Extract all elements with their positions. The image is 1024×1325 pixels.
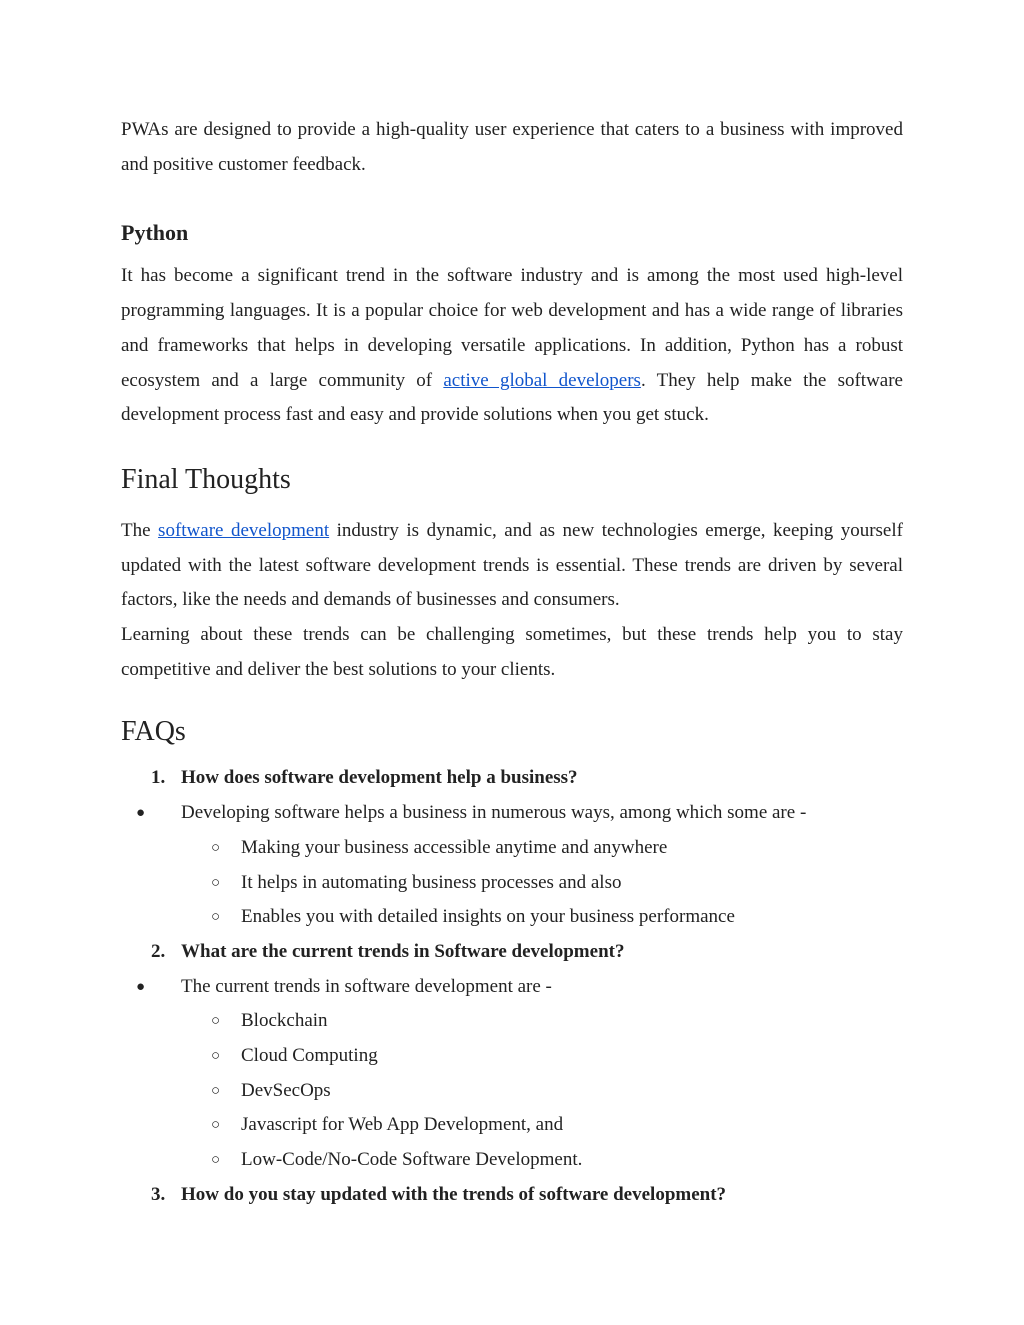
faq-question-2 [121,935,903,970]
final-thoughts-text-end: industry is dynamic, and as new technologies emerge, keeping yourself updated with the latest software development trends is essential. These trends are driven by several factors, like the needs and demands of businesses and consumers. [121,519,903,611]
list-item-text: DevSecOps [241,1079,331,1101]
list-item-text: Javascript for Web App Development, and [241,1114,564,1136]
circle-bullet-icon: ○ [211,1152,221,1168]
circle-bullet-icon: ○ [211,1047,221,1064]
python-heading: Python [121,220,189,246]
question-text: How does software development help a business? [181,767,578,789]
circle-bullet-icon: ○ [211,909,221,926]
list-item [121,1004,903,1039]
python-text-start: It has become a significant trend in the software industry and is among the most used high-level programming languages. It is a popular choice for web development and has a wide range of libraries and frameworks that helps in developing versatile applications. In addition, Python has a robust ecosystem and a large community of [121,265,903,391]
final-thoughts-heading: Final Thoughts [121,463,291,495]
list-item [121,900,903,935]
faq-list [121,761,903,1212]
list-item [121,1108,903,1143]
active-global-developers-link[interactable]: active global developers [443,369,641,391]
list-item [121,831,903,866]
list-item-text: Blockchain [241,1010,328,1032]
faq-answer-2 [121,970,903,1005]
circle-bullet-icon: ○ [211,1013,221,1030]
faq-question-1 [121,761,903,796]
python-text-end: . They help make the software development process fast and easy and provide solutions when you get stuck. [121,369,903,426]
intro-paragraph: PWAs are designed to provide a high-quality user experience that caters to a business with improved and positive customer feedback. [121,119,903,175]
question-text: How do you stay updated with the trends of software development? [181,1183,727,1205]
circle-bullet-icon: ○ [211,1082,221,1099]
bullet-icon: ● [136,805,146,822]
question-number: 1. [151,767,166,789]
list-item-text: Low-Code/No-Code Software Development. [241,1149,583,1170]
list-item-text: Enables you with detailed insights on your business performance [241,906,735,928]
python-paragraph [121,259,903,433]
list-item [121,866,903,901]
bullet-icon: ● [136,978,146,995]
circle-bullet-icon: ○ [211,1117,221,1134]
faq-question-3 [121,1178,903,1213]
circle-bullet-icon: ○ [211,874,221,891]
question-text: What are the current trends in Software development? [181,940,625,962]
circle-bullet-icon: ○ [211,839,221,856]
question-number: 3. [151,1183,166,1205]
list-item-text: Cloud Computing [241,1044,378,1066]
final-thoughts-text-start: The [121,519,159,541]
question-number: 2. [151,940,166,962]
answer-text: The current trends in software development are - [181,975,552,997]
answer-text: Developing software helps a business in numerous ways, among which some are - [181,802,807,824]
final-thoughts-paragraph-2: Learning about these trends can be challenging sometimes, but these trends help you to stay competitive and deliver the best solutions to your clients. [121,624,903,680]
software-development-link[interactable]: software development [158,519,330,541]
list-item [121,1074,903,1109]
list-item [121,1039,903,1074]
list-item [121,1143,903,1178]
final-thoughts-paragraph-1 [121,514,903,618]
document-page [121,113,903,1212]
list-item-text: Making your business accessible anytime and anywhere [241,836,668,858]
faq-answer-1 [121,796,903,831]
faqs-heading: FAQs [121,716,186,748]
list-item-text: It helps in automating business processes and also [241,871,622,893]
